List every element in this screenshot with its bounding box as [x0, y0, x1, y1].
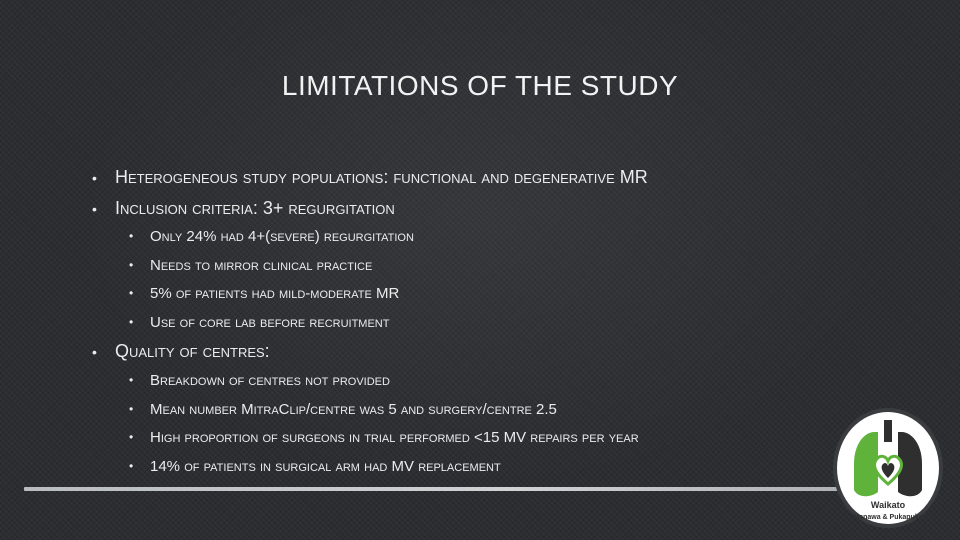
bullet-glyph: •: [129, 286, 134, 300]
subbullet-text: Mean number MitraClip/centre was 5 and surgery/centre 2.5: [150, 401, 557, 418]
subbullet-text: Only 24% had 4+(severe) regurgitation: [150, 228, 414, 245]
bullet-glyph: •: [129, 430, 134, 444]
bullet-glyph: •: [129, 402, 134, 416]
subbullet-text: 5% of patients had mild-moderate MR: [150, 285, 400, 302]
divider-bar: [24, 487, 844, 491]
bullet-glyph: •: [129, 229, 134, 243]
subbullet-text: High proportion of surgeons in trial performed <15 MV repairs per year: [150, 429, 639, 446]
subbullet-text: 14% of patients in surgical arm had MV replacement: [150, 458, 501, 475]
slide-title: LIMITATIONS OF THE STUDY: [281, 70, 679, 101]
waikato-logo: [832, 406, 944, 536]
bullet-glyph: •: [92, 344, 97, 360]
subbullet-text: Use of core lab before recruitment: [150, 314, 390, 331]
bullet-glyph: •: [129, 258, 134, 272]
bullet-glyph: •: [129, 459, 134, 473]
subbullet-text: Breakdown of centres not provided: [150, 372, 390, 389]
logo-text-line1: Waikato: [870, 500, 906, 510]
bullet-glyph: •: [92, 201, 97, 217]
bullet-text: Quality of centres:: [115, 341, 270, 361]
bullet-glyph: •: [129, 315, 134, 329]
bullet-text: Heterogeneous study populations: functional and degenerative MR: [115, 167, 648, 187]
bullet-glyph: •: [129, 373, 134, 387]
bullet-glyph: •: [92, 170, 97, 186]
bullet-text: Inclusion criteria: 3+ regurgitation: [115, 198, 395, 218]
logo-text-line2: Manawa & Pukapuka: [853, 514, 923, 521]
subbullet-text: Needs to mirror clinical practice: [150, 257, 373, 274]
